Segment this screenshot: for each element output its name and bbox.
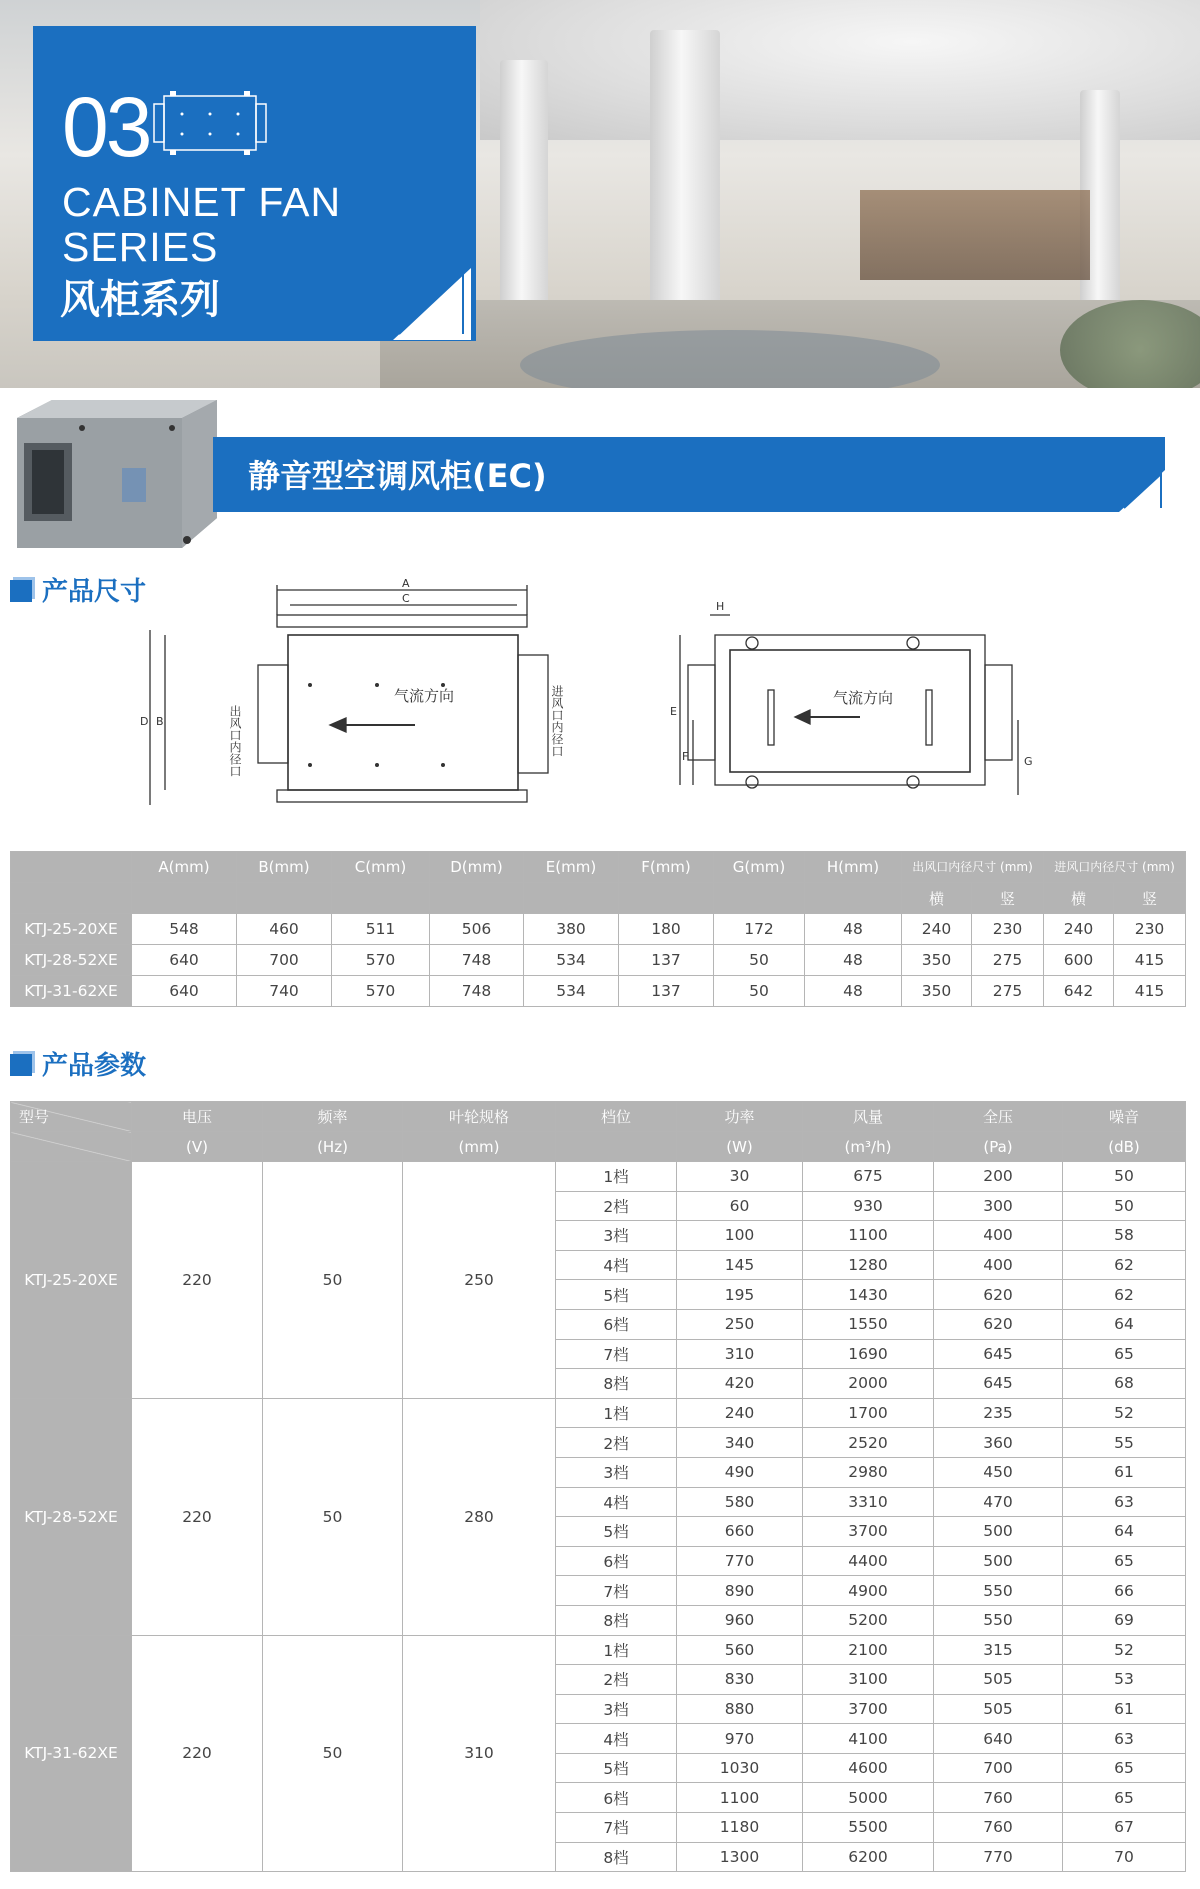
table-cell: 1700 bbox=[803, 1398, 934, 1428]
model-cell: KTJ-31-62XE bbox=[11, 976, 132, 1007]
table-cell: 5档 bbox=[556, 1517, 677, 1547]
frequency-cell: 50 bbox=[263, 1635, 403, 1872]
table-cell: 8档 bbox=[556, 1605, 677, 1635]
table-cell: 534 bbox=[524, 945, 619, 976]
table-cell: 64 bbox=[1063, 1517, 1186, 1547]
table-row bbox=[11, 1635, 1186, 1665]
param-header: 功率 bbox=[677, 1102, 803, 1132]
table-cell: 65 bbox=[1063, 1753, 1186, 1783]
table-cell: 970 bbox=[677, 1724, 803, 1754]
table-cell: 600 bbox=[1044, 945, 1114, 976]
table-cell: 570 bbox=[332, 945, 430, 976]
corner-notch-icon bbox=[1119, 470, 1165, 512]
table-cell: 65 bbox=[1063, 1783, 1186, 1813]
table-cell: 2100 bbox=[803, 1635, 934, 1665]
label-f: F bbox=[682, 750, 689, 763]
table-cell: 6档 bbox=[556, 1783, 677, 1813]
impeller-cell: 310 bbox=[403, 1635, 556, 1872]
airflow-label-2: 气流方向 bbox=[833, 689, 894, 707]
table-cell: 7档 bbox=[556, 1576, 677, 1606]
label-c: C bbox=[402, 592, 410, 605]
table-cell: 1430 bbox=[803, 1280, 934, 1310]
table-cell: 3100 bbox=[803, 1665, 934, 1695]
param-header: 电压 bbox=[132, 1102, 263, 1132]
param-unit: (W) bbox=[677, 1132, 803, 1162]
voltage-cell: 220 bbox=[132, 1162, 263, 1399]
frequency-cell: 50 bbox=[263, 1162, 403, 1399]
param-header: 噪音 bbox=[1063, 1102, 1186, 1132]
table-cell: 450 bbox=[934, 1457, 1063, 1487]
table-cell: 1280 bbox=[803, 1250, 934, 1280]
dim-header: H(mm) bbox=[805, 852, 902, 883]
table-cell: 5200 bbox=[803, 1605, 934, 1635]
table-cell: 240 bbox=[902, 914, 972, 945]
table-cell: 50 bbox=[1063, 1162, 1186, 1192]
table-cell: 760 bbox=[934, 1813, 1063, 1843]
table-cell: 3档 bbox=[556, 1221, 677, 1251]
table-cell: 200 bbox=[934, 1162, 1063, 1192]
dim-sub-vertical: 竖 bbox=[1114, 883, 1186, 914]
table-cell: 1180 bbox=[677, 1813, 803, 1843]
hero-title-en bbox=[62, 180, 341, 270]
table-cell: 620 bbox=[934, 1280, 1063, 1310]
hero-title-en-line1: CABINET FAN bbox=[62, 179, 342, 225]
table-cell: 930 bbox=[803, 1191, 934, 1221]
table-cell: 675 bbox=[803, 1162, 934, 1192]
table-cell: 235 bbox=[934, 1398, 1063, 1428]
table-cell: 6档 bbox=[556, 1546, 677, 1576]
table-cell: 55 bbox=[1063, 1428, 1186, 1458]
dim-header: A(mm) bbox=[132, 852, 237, 883]
table-cell: 240 bbox=[677, 1398, 803, 1428]
table-cell: 65 bbox=[1063, 1546, 1186, 1576]
table-cell: 137 bbox=[619, 945, 714, 976]
table-cell: 1100 bbox=[677, 1783, 803, 1813]
model-cell: KTJ-31-62XE bbox=[11, 1635, 132, 1872]
table-cell: 511 bbox=[332, 914, 430, 945]
hero-banner bbox=[0, 0, 1200, 388]
table-cell: 7档 bbox=[556, 1813, 677, 1843]
table-cell: 1550 bbox=[803, 1309, 934, 1339]
table-cell: 48 bbox=[805, 914, 902, 945]
label-a: A bbox=[402, 577, 410, 590]
table-cell: 1300 bbox=[677, 1842, 803, 1872]
table-cell: 350 bbox=[902, 945, 972, 976]
param-unit: (Hz) bbox=[263, 1132, 403, 1162]
table-cell: 67 bbox=[1063, 1813, 1186, 1843]
table-cell: 6档 bbox=[556, 1309, 677, 1339]
param-header-model: 型号 bbox=[11, 1102, 132, 1132]
table-cell: 3310 bbox=[803, 1487, 934, 1517]
section-number: 03 bbox=[62, 80, 150, 174]
table-cell: 1030 bbox=[677, 1753, 803, 1783]
model-cell: KTJ-28-52XE bbox=[11, 945, 132, 976]
table-cell: 30 bbox=[677, 1162, 803, 1192]
table-cell: 640 bbox=[934, 1724, 1063, 1754]
table-cell: 550 bbox=[934, 1576, 1063, 1606]
impeller-cell: 280 bbox=[403, 1398, 556, 1635]
table-row bbox=[11, 1398, 1186, 1428]
param-header: 全压 bbox=[934, 1102, 1063, 1132]
table-cell: 645 bbox=[934, 1369, 1063, 1399]
table-cell: 770 bbox=[677, 1546, 803, 1576]
table-cell: 300 bbox=[934, 1191, 1063, 1221]
table-cell: 748 bbox=[430, 945, 524, 976]
hero-title-en-line2: SERIES bbox=[62, 224, 219, 270]
table-cell: 275 bbox=[972, 945, 1044, 976]
table-cell: 415 bbox=[1114, 976, 1186, 1007]
table-cell: 645 bbox=[934, 1339, 1063, 1369]
table-cell: 48 bbox=[805, 945, 902, 976]
table-cell: 6200 bbox=[803, 1842, 934, 1872]
table-cell: 1档 bbox=[556, 1398, 677, 1428]
table-cell: 63 bbox=[1063, 1487, 1186, 1517]
table-cell: 560 bbox=[677, 1635, 803, 1665]
table-cell: 63 bbox=[1063, 1724, 1186, 1754]
table-cell: 420 bbox=[677, 1369, 803, 1399]
product-title-banner bbox=[213, 437, 1165, 512]
table-cell: 275 bbox=[972, 976, 1044, 1007]
param-header: 风量 bbox=[803, 1102, 934, 1132]
dim-header-model bbox=[11, 852, 132, 883]
table-cell: 740 bbox=[237, 976, 332, 1007]
voltage-cell: 220 bbox=[132, 1635, 263, 1872]
product-photo bbox=[12, 398, 222, 553]
table-cell: 960 bbox=[677, 1605, 803, 1635]
dimension-diagrams bbox=[140, 575, 1040, 835]
table-cell: 180 bbox=[619, 914, 714, 945]
table-cell: 3700 bbox=[803, 1517, 934, 1547]
model-cell: KTJ-28-52XE bbox=[11, 1398, 132, 1635]
table-cell: 400 bbox=[934, 1250, 1063, 1280]
front-view-diagram bbox=[670, 600, 1033, 795]
table-cell: 52 bbox=[1063, 1635, 1186, 1665]
section-heading-text: 产品尺寸 bbox=[42, 577, 147, 607]
cabinet-fan-outline-icon bbox=[152, 86, 274, 160]
table-cell: 748 bbox=[430, 976, 524, 1007]
table-cell: 58 bbox=[1063, 1221, 1186, 1251]
table-cell: 137 bbox=[619, 976, 714, 1007]
param-header: 叶轮规格 bbox=[403, 1102, 556, 1132]
table-cell: 2档 bbox=[556, 1191, 677, 1221]
corner-notch-icon bbox=[393, 268, 471, 340]
table-cell: 460 bbox=[237, 914, 332, 945]
table-cell: 5500 bbox=[803, 1813, 934, 1843]
table-cell: 350 bbox=[902, 976, 972, 1007]
table-cell: 172 bbox=[714, 914, 805, 945]
table-cell: 490 bbox=[677, 1457, 803, 1487]
table-cell: 315 bbox=[934, 1635, 1063, 1665]
frequency-cell: 50 bbox=[263, 1398, 403, 1635]
table-cell: 1档 bbox=[556, 1162, 677, 1192]
table-cell: 5档 bbox=[556, 1280, 677, 1310]
table-row bbox=[11, 976, 1186, 1007]
table-cell: 4档 bbox=[556, 1250, 677, 1280]
dimension-table bbox=[10, 851, 1186, 1007]
side-view-diagram bbox=[140, 577, 564, 805]
table-row bbox=[11, 914, 1186, 945]
outlet-label: 出风口内径口 bbox=[228, 705, 242, 777]
label-h: H bbox=[716, 600, 725, 613]
table-cell: 7档 bbox=[556, 1339, 677, 1369]
table-cell: 65 bbox=[1063, 1339, 1186, 1369]
table-cell: 505 bbox=[934, 1694, 1063, 1724]
table-cell: 50 bbox=[714, 976, 805, 1007]
section-heading-text: 产品参数 bbox=[42, 1051, 147, 1081]
airflow-label: 气流方向 bbox=[394, 687, 455, 705]
table-cell: 4档 bbox=[556, 1724, 677, 1754]
table-cell: 660 bbox=[677, 1517, 803, 1547]
table-cell: 4600 bbox=[803, 1753, 934, 1783]
inlet-label: 进风口内径口 bbox=[550, 685, 564, 757]
table-cell: 53 bbox=[1063, 1665, 1186, 1695]
model-cell: KTJ-25-20XE bbox=[11, 914, 132, 945]
dim-header-inlet: 进风口内径尺寸 (mm) bbox=[1044, 852, 1186, 883]
table-row bbox=[11, 1162, 1186, 1192]
table-cell: 70 bbox=[1063, 1842, 1186, 1872]
table-cell: 380 bbox=[524, 914, 619, 945]
hero-title-cn: 风柜系列 bbox=[60, 277, 220, 323]
table-cell: 770 bbox=[934, 1842, 1063, 1872]
table-cell: 620 bbox=[934, 1309, 1063, 1339]
table-cell: 195 bbox=[677, 1280, 803, 1310]
parameter-table bbox=[10, 1101, 1186, 1872]
table-cell: 505 bbox=[934, 1665, 1063, 1695]
table-cell: 500 bbox=[934, 1517, 1063, 1547]
table-cell: 1690 bbox=[803, 1339, 934, 1369]
param-unit: (m³/h) bbox=[803, 1132, 934, 1162]
label-g: G bbox=[1024, 755, 1033, 768]
table-cell: 830 bbox=[677, 1665, 803, 1695]
dim-header: F(mm) bbox=[619, 852, 714, 883]
table-cell: 310 bbox=[677, 1339, 803, 1369]
param-unit: (V) bbox=[132, 1132, 263, 1162]
dim-header: C(mm) bbox=[332, 852, 430, 883]
hero-shelf bbox=[860, 190, 1090, 280]
table-cell: 1档 bbox=[556, 1635, 677, 1665]
product-title: 静音型空调风柜(EC) bbox=[248, 457, 547, 495]
table-cell: 1100 bbox=[803, 1221, 934, 1251]
label-d: D bbox=[140, 715, 149, 728]
param-unit: (mm) bbox=[403, 1132, 556, 1162]
table-cell: 2980 bbox=[803, 1457, 934, 1487]
dim-sub-vertical: 竖 bbox=[972, 883, 1044, 914]
table-cell: 880 bbox=[677, 1694, 803, 1724]
table-cell: 340 bbox=[677, 1428, 803, 1458]
table-cell: 570 bbox=[332, 976, 430, 1007]
model-cell: KTJ-25-20XE bbox=[11, 1162, 132, 1399]
table-cell: 240 bbox=[1044, 914, 1114, 945]
table-cell: 360 bbox=[934, 1428, 1063, 1458]
table-cell: 61 bbox=[1063, 1694, 1186, 1724]
table-cell: 3700 bbox=[803, 1694, 934, 1724]
table-cell: 4100 bbox=[803, 1724, 934, 1754]
table-cell: 642 bbox=[1044, 976, 1114, 1007]
table-cell: 5档 bbox=[556, 1753, 677, 1783]
table-cell: 2000 bbox=[803, 1369, 934, 1399]
table-cell: 415 bbox=[1114, 945, 1186, 976]
table-cell: 62 bbox=[1063, 1280, 1186, 1310]
table-cell: 534 bbox=[524, 976, 619, 1007]
dim-header: E(mm) bbox=[524, 852, 619, 883]
table-cell: 52 bbox=[1063, 1398, 1186, 1428]
dim-header: G(mm) bbox=[714, 852, 805, 883]
table-cell: 5000 bbox=[803, 1783, 934, 1813]
label-e: E bbox=[670, 705, 677, 718]
table-cell: 640 bbox=[132, 945, 237, 976]
table-cell: 230 bbox=[972, 914, 1044, 945]
table-cell: 760 bbox=[934, 1783, 1063, 1813]
table-cell: 3档 bbox=[556, 1694, 677, 1724]
table-cell: 4档 bbox=[556, 1487, 677, 1517]
table-cell: 66 bbox=[1063, 1576, 1186, 1606]
dim-header: D(mm) bbox=[430, 852, 524, 883]
voltage-cell: 220 bbox=[132, 1398, 263, 1635]
table-cell: 8档 bbox=[556, 1842, 677, 1872]
table-cell: 580 bbox=[677, 1487, 803, 1517]
table-cell: 48 bbox=[805, 976, 902, 1007]
table-cell: 400 bbox=[934, 1221, 1063, 1251]
param-unit: (dB) bbox=[1063, 1132, 1186, 1162]
table-cell: 68 bbox=[1063, 1369, 1186, 1399]
hero-column bbox=[500, 60, 548, 320]
table-cell: 60 bbox=[677, 1191, 803, 1221]
table-cell: 700 bbox=[934, 1753, 1063, 1783]
section-heading-dimensions bbox=[10, 571, 146, 608]
param-unit: (Pa) bbox=[934, 1132, 1063, 1162]
table-cell: 4900 bbox=[803, 1576, 934, 1606]
table-cell: 2档 bbox=[556, 1665, 677, 1695]
dim-header-outlet: 出风口内径尺寸 (mm) bbox=[902, 852, 1044, 883]
table-cell: 550 bbox=[934, 1605, 1063, 1635]
section-heading-parameters bbox=[10, 1045, 146, 1082]
square-bullet-icon bbox=[10, 580, 32, 602]
dim-header: B(mm) bbox=[237, 852, 332, 883]
dim-sub-horizontal: 横 bbox=[902, 883, 972, 914]
table-cell: 640 bbox=[132, 976, 237, 1007]
table-cell: 50 bbox=[714, 945, 805, 976]
table-cell: 62 bbox=[1063, 1250, 1186, 1280]
table-cell: 2档 bbox=[556, 1428, 677, 1458]
table-cell: 470 bbox=[934, 1487, 1063, 1517]
table-cell: 250 bbox=[677, 1309, 803, 1339]
dim-sub-horizontal: 横 bbox=[1044, 883, 1114, 914]
table-cell: 69 bbox=[1063, 1605, 1186, 1635]
param-header: 档位 bbox=[556, 1102, 677, 1132]
table-cell: 64 bbox=[1063, 1309, 1186, 1339]
table-cell: 61 bbox=[1063, 1457, 1186, 1487]
table-cell: 548 bbox=[132, 914, 237, 945]
square-bullet-icon bbox=[10, 1054, 32, 1076]
table-cell: 2520 bbox=[803, 1428, 934, 1458]
table-cell: 700 bbox=[237, 945, 332, 976]
table-cell: 4400 bbox=[803, 1546, 934, 1576]
table-cell: 230 bbox=[1114, 914, 1186, 945]
table-cell: 50 bbox=[1063, 1191, 1186, 1221]
table-cell: 145 bbox=[677, 1250, 803, 1280]
label-b: B bbox=[156, 715, 164, 728]
table-cell: 506 bbox=[430, 914, 524, 945]
table-cell: 100 bbox=[677, 1221, 803, 1251]
param-header: 频率 bbox=[263, 1102, 403, 1132]
impeller-cell: 250 bbox=[403, 1162, 556, 1399]
table-cell: 500 bbox=[934, 1546, 1063, 1576]
table-cell: 8档 bbox=[556, 1369, 677, 1399]
table-cell: 890 bbox=[677, 1576, 803, 1606]
table-cell: 3档 bbox=[556, 1457, 677, 1487]
table-row bbox=[11, 945, 1186, 976]
